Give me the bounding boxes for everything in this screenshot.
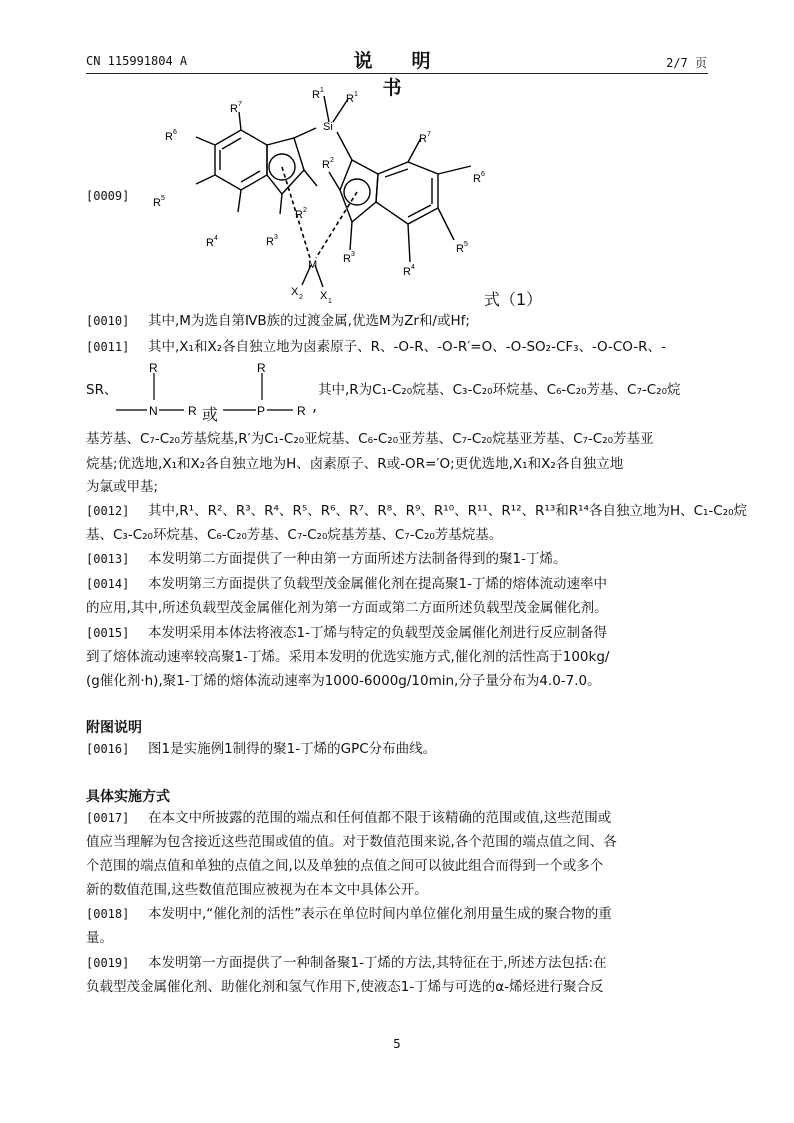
r5-label-left: R — [153, 197, 161, 209]
paragraph-0014-line-1 — [86, 576, 708, 593]
r3-label-right: R — [343, 253, 351, 265]
paragraph-label-0009: [0009] — [86, 189, 130, 203]
svg-text:1: 1 — [328, 298, 332, 305]
left-cyclopentadienyl-ring — [267, 138, 304, 194]
paragraph-0018-line-1 — [86, 906, 708, 923]
svg-text:2: 2 — [299, 294, 303, 301]
r7-label-right: R — [419, 133, 427, 145]
paragraph-text: 本发明第一方面提供了一种制备聚1-丁烯的方法,其特征在于,所述方法包括:在 — [148, 955, 607, 971]
paragraph-label: [0015] — [86, 626, 130, 640]
document-type-title: 说 明 书 — [353, 50, 470, 99]
paragraph-label: [0011] — [86, 340, 130, 354]
r1-label-a: R — [312, 89, 320, 101]
paragraph-0011-line-1 — [86, 339, 708, 356]
svg-text:5: 5 — [464, 241, 468, 248]
sr-text: SR、 — [86, 382, 118, 398]
section-heading-figures: 附图说明 — [86, 720, 142, 736]
r-on-n: R — [188, 404, 197, 418]
left-benzene-ring — [215, 130, 267, 190]
paragraph-0011-line-3: 基芳基、C₇-C₂₀芳基烷基,R′为C₁-C₂₀亚烷基、C₆-C₂₀亚芳基、C₇-C₂₀烷基亚芳基、C₇-C₂₀芳基亚 — [86, 431, 654, 447]
svg-text:2: 2 — [303, 207, 307, 214]
paragraph-text: 本发明第三方面提供了负载型茂金属催化剂在提高聚1-丁烯的熔体流动速率中 — [148, 576, 607, 592]
right-benzene-ring — [376, 162, 438, 224]
paragraph-0019-line-2: 负载型茂金属催化剂、助催化剂和氢气作用下,使液态1-丁烯与可选的α-烯烃进行聚合反 — [86, 979, 604, 995]
patent-number: CN 115991804 A — [86, 54, 188, 68]
r2-label-right: R — [322, 159, 330, 171]
paragraph-0013 — [86, 551, 708, 568]
r2-label-left: R — [295, 209, 303, 221]
svg-text:4: 4 — [214, 235, 218, 242]
r6-label-left: R — [165, 131, 173, 143]
paragraph-0019-line-1 — [86, 955, 708, 972]
paragraph-0012-line-2: 基、C₃-C₂₀环烷基、C₆-C₂₀芳基、C₇-C₂₀烷基芳基、C₇-C₂₀芳基烷基。 — [86, 527, 503, 543]
paragraph-label: [0016] — [86, 742, 130, 756]
paragraph-0017-line-3: 个范围的端点值和单独的点值之间,以及单独的点值之间可以彼此组合而得到一个或多个 — [86, 858, 604, 874]
paragraph-text: 其中,R¹、R²、R³、R⁴、R⁵、R⁶、R⁷、R⁸、R⁹、R¹⁰、R¹¹、R¹²、R¹³和R¹⁴各自独立地为H、C₁-C₂₀烷 — [148, 503, 748, 519]
svg-text:4: 4 — [411, 264, 415, 271]
svg-text:3: 3 — [274, 234, 278, 241]
paragraph-0017-line-4: 新的数值范围,这些数值范围应被视为在本文中具体公开。 — [86, 882, 428, 898]
r-on-p: R — [297, 404, 306, 418]
paragraph-label: [0019] — [86, 956, 130, 970]
si-atom-label: Si — [323, 121, 333, 133]
paragraph-0014-line-2: 的应用,其中,所述负载型茂金属催化剂为第一方面或第二方面所述负载型茂金属催化剂。 — [86, 600, 608, 616]
r-above-p: R — [257, 361, 266, 375]
r4-label-left: R — [206, 237, 214, 249]
paragraph-0015-line-1 — [86, 625, 708, 642]
paragraph-label: [0013] — [86, 552, 130, 566]
paragraph-0011-line-5: 为氯或甲基; — [86, 479, 159, 495]
r5-label-right: R — [456, 243, 464, 255]
r1-label-b: R — [346, 93, 354, 105]
paragraph-0017-line-1 — [86, 810, 708, 827]
paragraph-text: 本发明第二方面提供了一种由第一方面所述方法制备得到的聚1-丁烯。 — [148, 551, 567, 567]
paragraph-0011-line-4: 烷基;优选地,X₁和X₂各自独立地为H、卤素原子、R或-OR=′O;更优选地,X₁和X₂各自独立地 — [86, 456, 624, 472]
svg-text:1: 1 — [320, 87, 324, 94]
paragraph-text: 其中,M为选自第ⅣB族的过渡金属,优选M为Zr和/或Hf; — [148, 313, 470, 329]
svg-text:3: 3 — [351, 251, 355, 258]
x2-label: X — [291, 286, 299, 298]
paragraph-label: [0017] — [86, 811, 130, 825]
section-heading-implementation: 具体实施方式 — [86, 789, 170, 805]
r3-label-left: R — [266, 236, 274, 248]
paragraph-label: [0012] — [86, 504, 130, 518]
paragraph-label: [0010] — [86, 314, 130, 328]
svg-text:6: 6 — [173, 129, 177, 136]
comma: , — [312, 396, 318, 415]
paragraph-text: 本发明采用本体法将液态1-丁烯与特定的负载型茂金属催化剂进行反应制备得 — [148, 625, 607, 641]
p-atom: P — [257, 404, 266, 418]
page-number: 5 — [393, 1037, 401, 1051]
paragraph-0015-line-2: 到了熔体流动速率较高聚1-丁烯。采用本发明的优选实施方式,催化剂的活性高于100kg/ — [86, 649, 610, 665]
metal-atom-label: M — [308, 259, 318, 271]
paragraph-0011-line-2-tail: 其中,R为C₁-C₂₀烷基、C₃-C₂₀环烷基、C₆-C₂₀芳基、C₇-C₂₀烷 — [318, 382, 681, 398]
paragraph-text: 图1是实施例1制得的聚1-丁烯的GPC分布曲线。 — [148, 741, 437, 757]
paragraph-0015-line-3: (g催化剂·h),聚1-丁烯的熔体流动速率为1000-6000g/10min,分子量分布为4.0-7.0。 — [86, 673, 601, 689]
paragraph-0017-line-2: 值应当理解为包含接近这些范围或值的值。对于数值范围来说,各个范围的端点值之间、各 — [86, 834, 617, 850]
paragraph-text: 本发明中,“催化剂的活性”表示在单位时间内单位催化剂用量生成的聚合物的重 — [148, 906, 612, 922]
or-word: 或 — [202, 405, 219, 424]
r6-label-right: R — [473, 173, 481, 185]
r7-label-left: R — [230, 103, 238, 115]
paragraph-label: [0014] — [86, 577, 130, 591]
header-rule — [86, 73, 708, 74]
paragraph-label: [0018] — [86, 907, 130, 921]
paragraph-0010 — [86, 313, 708, 330]
page-ratio: 2/7 页 — [666, 56, 707, 70]
right-cyclopentadienyl-ring — [340, 160, 378, 222]
svg-text:6: 6 — [481, 171, 485, 178]
paragraph-0012-line-1 — [86, 503, 748, 520]
svg-text:7: 7 — [238, 101, 242, 108]
svg-text:5: 5 — [161, 195, 165, 202]
paragraph-text: 在本文中所披露的范围的端点和任何值都不限于该精确的范围或值,这些范围或 — [148, 810, 612, 826]
paragraph-0018-line-2: 量。 — [86, 930, 113, 946]
svg-text:2: 2 — [330, 157, 334, 164]
svg-text:7: 7 — [427, 131, 431, 138]
n-atom: N — [149, 404, 158, 418]
formula-caption: 式（1） — [484, 290, 543, 309]
paragraph-0016 — [86, 741, 708, 758]
chemical-structure-formula-1 — [140, 82, 560, 307]
r-above-n: R — [149, 361, 158, 375]
x1-label: X — [320, 290, 328, 302]
svg-text:1: 1 — [354, 91, 358, 98]
r4-label-right: R — [403, 266, 411, 278]
paragraph-text: 其中,X₁和X₂各自独立地为卤素原子、R、-O-R、-O-R′=O、-O-SO₂-CF₃、-O-CO-R、- — [148, 339, 666, 355]
